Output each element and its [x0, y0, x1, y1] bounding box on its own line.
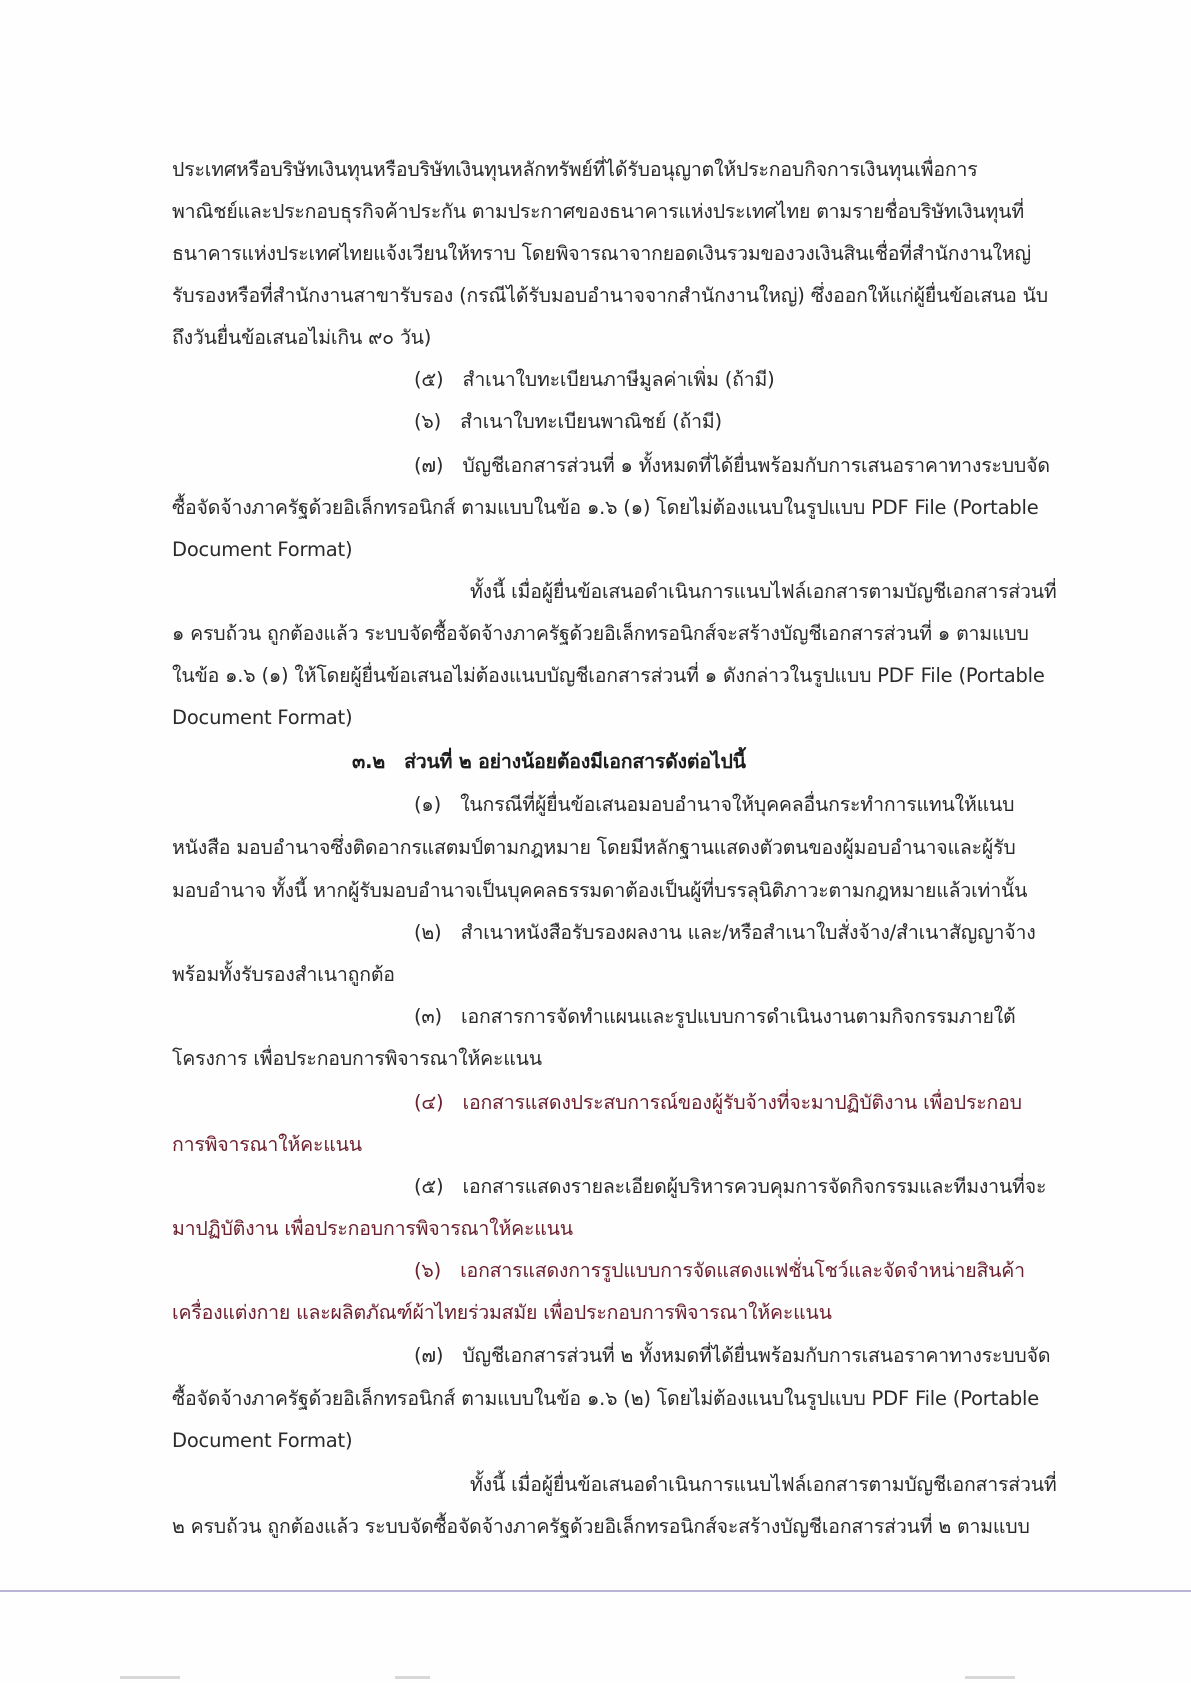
scan-mark — [395, 1676, 430, 1679]
text-line: ซื้อจัดจ้างภาครัฐด้วยอิเล็กทรอนิกส์ ตามแบบในข้อ ๑.๖ (๒) โดยไม่ต้องแนบในรูปแบบ PDF File (Portable — [172, 1387, 1040, 1410]
text-line: หนังสือ มอบอำนาจซึ่งติดอากรแสตมป์ตามกฎหมาย โดยมีหลักฐานแสดงตัวตนของผู้มอบอำนาจและผู้รับ — [172, 836, 1016, 859]
text-line: ประเทศหรือบริษัทเงินทุนหรือบริษัทเงินทุนหลักทรัพย์ที่ได้รับอนุญาตให้ประกอบกิจการเงินทุนเพื่อการ — [172, 158, 978, 181]
text-line: ๒ ครบถ้วน ถูกต้องแล้ว ระบบจัดซื้อจัดจ้างภาครัฐด้วยอิเล็กทรอนิกส์จะสร้างบัญชีเอกสารส่วนที่ ๒ ตามแบบ — [172, 1515, 1030, 1538]
text-line: ธนาคารแห่งประเทศไทยแจ้งเวียนให้ทราบ โดยพิจารณาจากยอดเงินรวมของวงเงินสินเชื่อที่สำนักงานใหญ่ — [172, 242, 1031, 265]
list-item-5b: (๕) เอกสารแสดงรายละเอียดผู้บริหารควบคุมการจัดกิจกรรมและทีมงานที่จะ — [414, 1175, 1047, 1198]
text-line: ซื้อจัดจ้างภาครัฐด้วยอิเล็กทรอนิกส์ ตามแบบในข้อ ๑.๖ (๑) โดยไม่ต้องแนบในรูปแบบ PDF File (Portable — [172, 496, 1039, 519]
list-item-6b: (๖) เอกสารแสดงการรูปแบบการจัดแสดงแฟชั่นโชว์และจัดจำหน่ายสินค้า — [414, 1259, 1025, 1282]
text-line: พร้อมทั้งรับรองสำเนาถูกต้อ — [172, 963, 395, 986]
text-line: Document Format) — [172, 538, 353, 561]
text-line: พาณิชย์และประกอบธุรกิจค้าประกัน ตามประกาศของธนาคารแห่งประเทศไทย ตามรายชื่อบริษัทเงินทุนที่ — [172, 200, 1024, 223]
text-line: มาปฏิบัติงาน เพื่อประกอบการพิจารณาให้คะแนน — [172, 1217, 573, 1240]
text-line: โครงการ เพื่อประกอบการพิจารณาให้คะแนน — [172, 1047, 542, 1070]
paragraph-start: ทั้งนี้ เมื่อผู้ยื่นข้อเสนอดำเนินการแนบไฟล์เอกสารตามบัญชีเอกสารส่วนที่ — [470, 580, 1057, 603]
list-item-4: (๔) เอกสารแสดงประสบการณ์ของผู้รับจ้างที่จะมาปฏิบัติงาน เพื่อประกอบ — [414, 1091, 1022, 1114]
text-line: Document Format) — [172, 1429, 353, 1452]
text-line: เครื่องแต่งกาย และผลิตภัณฑ์ผ้าไทยร่วมสมัย เพื่อประกอบการพิจารณาให้คะแนน — [172, 1301, 832, 1324]
text-line: ๑ ครบถ้วน ถูกต้องแล้ว ระบบจัดซื้อจัดจ้างภาครัฐด้วยอิเล็กทรอนิกส์จะสร้างบัญชีเอกสารส่วนที่ ๑ ตามแบบ — [172, 622, 1029, 645]
list-item-5: (๕) สำเนาใบทะเบียนภาษีมูลค่าเพิ่ม (ถ้ามี) — [414, 368, 775, 391]
text-line: รับรองหรือที่สำนักงานสาขารับรอง (กรณีได้รับมอบอำนาจจากสำนักงานใหญ่) ซึ่งออกให้แก่ผู้ยื่นข้อเสนอ นับ — [172, 284, 1048, 307]
paragraph-start: ทั้งนี้ เมื่อผู้ยื่นข้อเสนอดำเนินการแนบไฟล์เอกสารตามบัญชีเอกสารส่วนที่ — [470, 1473, 1057, 1496]
section-heading-3-2: ๓.๒ ส่วนที่ ๒ อย่างน้อยต้องมีเอกสารดังต่อไปนี้ — [352, 750, 746, 773]
page-bottom-rule — [0, 1590, 1191, 1592]
list-item-6: (๖) สำเนาใบทะเบียนพาณิชย์ (ถ้ามี) — [414, 410, 722, 433]
list-item-7: (๗) บัญชีเอกสารส่วนที่ ๑ ทั้งหมดที่ได้ยื่นพร้อมกับการเสนอราคาทางระบบจัด — [414, 454, 1050, 477]
text-line: มอบอำนาจ ทั้งนี้ หากผู้รับมอบอำนาจเป็นบุคคลธรรมดาต้องเป็นผู้ที่บรรลุนิติภาวะตามกฎหมายแล้วเท่านั้น — [172, 879, 1028, 902]
text-line: การพิจารณาให้คะแนน — [172, 1133, 362, 1156]
text-line: ในข้อ ๑.๖ (๑) ให้โดยผู้ยื่นข้อเสนอไม่ต้องแนบบัญชีเอกสารส่วนที่ ๑ ดังกล่าวในรูปแบบ PDF File (Portable — [172, 664, 1045, 687]
list-item-2: (๒) สำเนาหนังสือรับรองผลงาน และ/หรือสำเนาใบสั่งจ้าง/สำเนาสัญญาจ้าง — [414, 921, 1036, 944]
text-line: ถึงวันยื่นข้อเสนอไม่เกิน ๙๐ วัน) — [172, 326, 432, 349]
list-item-1: (๑) ในกรณีที่ผู้ยื่นข้อเสนอมอบอำนาจให้บุคคลอื่นกระทำการแทนให้แนบ — [414, 793, 1015, 816]
text-line: Document Format) — [172, 706, 353, 729]
scan-mark — [120, 1676, 180, 1679]
list-item-3: (๓) เอกสารการจัดทำแผนและรูปแบบการดำเนินงานตามกิจกรรมภายใต้ — [414, 1005, 1016, 1028]
scan-mark — [965, 1676, 1015, 1679]
list-item-7b: (๗) บัญชีเอกสารส่วนที่ ๒ ทั้งหมดที่ได้ยื่นพร้อมกับการเสนอราคาทางระบบจัด — [414, 1344, 1051, 1367]
